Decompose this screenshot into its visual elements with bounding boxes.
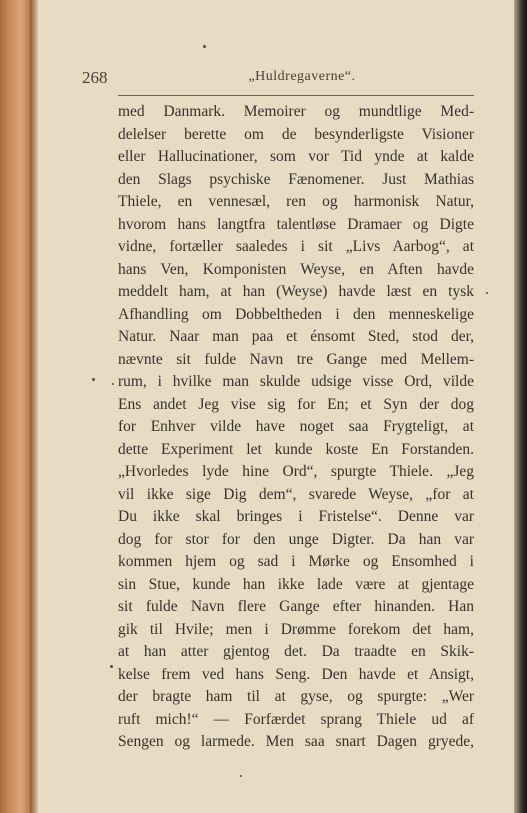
text-line: Du ikke skal bringes i Fristelse“. Denne var xyxy=(118,508,474,525)
text-line: delelser berette om de besynderligste Visioner xyxy=(118,125,474,143)
text-line: for Enhver vilde have noget saa Frygteligt, at xyxy=(118,418,474,435)
text-line: eller Hallucinationer, som vor Tid ynde at kalde xyxy=(118,148,474,165)
text-line: den Slags psychiske Fænomener. Just Mathias xyxy=(118,170,474,188)
text-line: vidne, fortæller saaledes i sit „Livs Aarbog“, at xyxy=(118,238,474,255)
text-line: ruft mich!“ — Forfærdet sprang Thiele ud af xyxy=(118,710,474,728)
page-number: 268 xyxy=(82,68,108,87)
text-line: dette Experiment let kunde koste En Forstanden. xyxy=(118,440,474,458)
paper-speck xyxy=(486,292,488,294)
text-line: med Danmark. Memoirer og mundtlige Med- xyxy=(118,103,474,120)
text-line: Thiele, en vennesæl, ren og harmonisk Natur, xyxy=(118,193,474,210)
page-gutter xyxy=(30,0,38,813)
text-line: Afhandling om Dobbeltheden i den menneskelige xyxy=(118,305,474,323)
header-rule xyxy=(118,95,474,96)
text-line: Sengen og larmede. Men saa snart Dagen gryede, xyxy=(118,733,474,750)
text-line: vil ikke sige Dig dem“, svarede Weyse, „for at xyxy=(118,485,474,503)
page-header xyxy=(82,68,474,92)
text-line: hvorom hans langtfra talentløse Dramaer og Digte xyxy=(118,215,474,233)
book-spine xyxy=(0,0,30,813)
text-line: Ens andet Jeg vise sig for En; et Syn der dog xyxy=(118,395,474,413)
paper-speck xyxy=(110,665,113,668)
text-line: at han atter gjentog det. Da traadte en Skik- xyxy=(118,643,474,660)
text-line: kommen hjem og sad i Mørke og Ensomhed i xyxy=(118,553,474,570)
paper-speck xyxy=(203,45,206,48)
text-line: nævnte sit fulde Navn tre Gange med Mellem- xyxy=(118,350,474,368)
text-line: hans Ven, Komponisten Weyse, en Aften havde xyxy=(118,260,474,278)
text-line: rum, i hvilke man skulde udsige visse Ord, vilde xyxy=(118,373,474,390)
text-line: sin Stue, kunde han ikke lade være at gjentage xyxy=(118,575,474,593)
text-line: meddelt ham, at han (Weyse) havde læst en tysk xyxy=(118,283,474,300)
running-title: „Huldregaverne“. xyxy=(248,69,356,84)
text-line: Natur. Naar man paa et énsomt Sted, stod der, xyxy=(118,328,474,345)
text-line: gik til Hvile; men i Drømme forekom det ham, xyxy=(118,620,474,638)
text-line: kelse frem ved hans Seng. Den havde et Ansigt, xyxy=(118,665,474,683)
page-edge-shadow xyxy=(514,0,527,813)
text-line: dog for stor for den unge Digter. Da han var xyxy=(118,530,474,548)
text-line: „Hvorledes lyde hine Ord“, spurgte Thiele. „Jeg xyxy=(118,463,474,480)
paper-speck xyxy=(92,378,95,381)
paper-speck xyxy=(112,383,114,385)
text-line: der bragte ham til at gyse, og spurgte: „Wer xyxy=(118,688,474,705)
text-line: sit fulde Navn flere Gange efter hinanden. Han xyxy=(118,598,474,615)
body-text xyxy=(118,101,474,754)
paper-speck xyxy=(240,775,242,777)
